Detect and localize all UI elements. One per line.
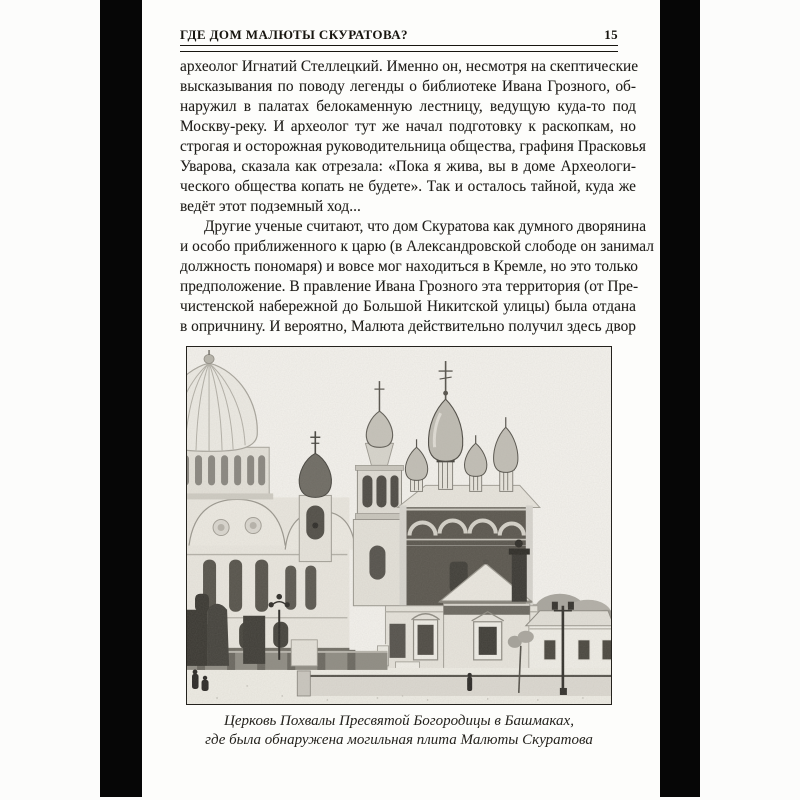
- body-line: Другие ученые считают, что дом Скуратова как думного дворянина: [204, 218, 647, 235]
- church-photo: [187, 347, 611, 704]
- header-double-rule: [180, 45, 618, 52]
- body-line: высказывания по поводу легенды о библиотеке Ивана Грозного, об-: [180, 78, 636, 95]
- page-number: 15: [604, 27, 618, 42]
- book-edge-left: [100, 0, 142, 797]
- body-line: должность пономаря) и вовсе мог находиться в Кремле, но это только: [180, 258, 638, 275]
- body-line: ческого общества копать не будете». Так и осталось тайной, куда же: [180, 178, 636, 195]
- book-page: [142, 0, 660, 800]
- caption-line: где была обнаружена могильная плита Малюты Скуратова: [205, 732, 593, 748]
- body-line: наружил в палатах белокаменную лестницу, ведущую куда-то под: [180, 98, 636, 115]
- body-line: археолог Игнатий Стеллецкий. Именно он, несмотря на скептические: [180, 58, 639, 75]
- photo-caption: [186, 712, 612, 750]
- body-line: строгая и осторожная руководительница общества, графиня Прасковья: [180, 138, 646, 155]
- photo-grain: [187, 347, 611, 704]
- body-line: Уварова, сказала как отрезала: «Пока я жива, вы в доме Археологи-: [180, 158, 636, 175]
- body-line: ведёт этот подземный ход...: [180, 198, 361, 215]
- body-line: в опричнину. И вероятно, Малюта действительно получил здесь двор: [180, 318, 636, 335]
- photo-frame: [186, 346, 612, 705]
- body-line: и особо приближенного к царю (в Александровской слободе он занимал: [180, 238, 654, 255]
- book-edge-right: [660, 0, 700, 797]
- body-line: Москву-реку. И археолог тут же начал подготовку к раскопкам, но: [180, 118, 636, 135]
- body-line: предположение. В правление Ивана Грозного эта территория (от Пре-: [180, 278, 639, 295]
- body-line: чистенской набережной до Большой Никитской улицы) была отдана: [180, 298, 636, 315]
- caption-line: Церковь Похвалы Пресвятой Богородицы в Башмаках,: [224, 713, 574, 729]
- body-text: [180, 57, 654, 337]
- chapter-title: ГДЕ ДОМ МАЛЮТЫ СКУРАТОВА?: [180, 27, 408, 42]
- running-head: [180, 27, 618, 43]
